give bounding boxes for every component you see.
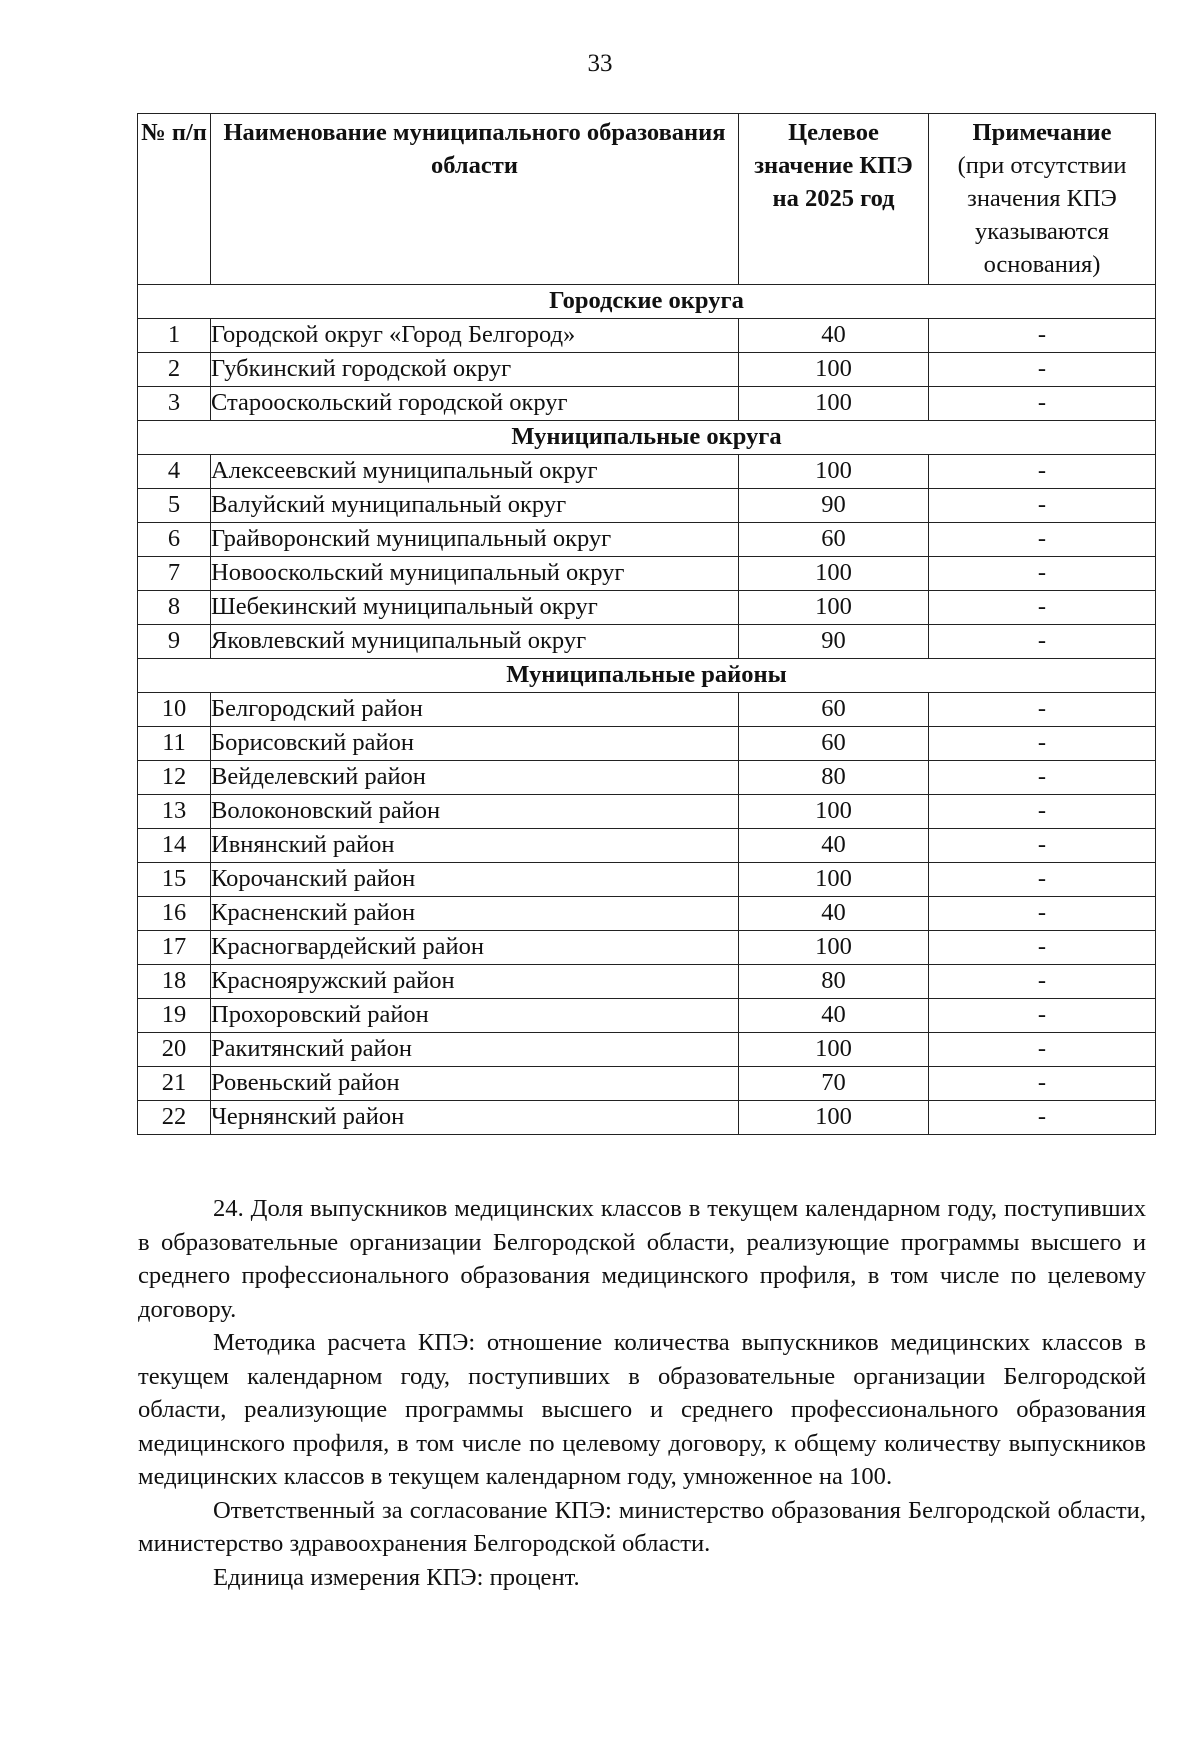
note-cell: -: [929, 863, 1156, 897]
row-number: 6: [138, 523, 211, 557]
note-cell: -: [929, 455, 1156, 489]
row-number: 11: [138, 727, 211, 761]
municipality-name: Ивнянский район: [211, 829, 739, 863]
table-row: [138, 387, 1156, 421]
kpe-target-value: 100: [739, 863, 929, 897]
kpe-target-value: 100: [739, 353, 929, 387]
note-cell: -: [929, 693, 1156, 727]
kpe-target-value: 100: [739, 387, 929, 421]
kpe-target-value: 40: [739, 999, 929, 1033]
municipality-name: Яковлевский муниципальный округ: [211, 625, 739, 659]
table-row: [138, 591, 1156, 625]
table-row: [138, 761, 1156, 795]
row-number: 2: [138, 353, 211, 387]
row-number: 21: [138, 1067, 211, 1101]
section-title: Муниципальные округа: [138, 421, 1156, 455]
municipality-name: Краснояружский район: [211, 965, 739, 999]
paragraph: Ответственный за согласование КПЭ: министерство образования Белгородской области, министерство здравоохранения Белгородской области.: [138, 1496, 1146, 1557]
header-num: № п/п: [138, 114, 211, 285]
note-cell: -: [929, 387, 1156, 421]
kpe-target-value: 60: [739, 523, 929, 557]
note-cell: -: [929, 761, 1156, 795]
paragraph: Единица измерения КПЭ: процент.: [213, 1563, 580, 1591]
table-header-row: [138, 114, 1156, 285]
kpe-target-value: 100: [739, 591, 929, 625]
municipality-name: Волоконовский район: [211, 795, 739, 829]
kpe-target-value: 40: [739, 319, 929, 353]
table-row: [138, 625, 1156, 659]
kpe-target-value: 90: [739, 489, 929, 523]
municipality-name: Валуйский муниципальный округ: [211, 489, 739, 523]
header-name: Наименование муниципального образования области: [211, 114, 739, 285]
kpe-target-value: 80: [739, 761, 929, 795]
table-row: [138, 1101, 1156, 1135]
municipality-name: Шебекинский муниципальный округ: [211, 591, 739, 625]
municipality-name: Чернянский район: [211, 1101, 739, 1135]
note-cell: -: [929, 319, 1156, 353]
row-number: 17: [138, 931, 211, 965]
note-cell: -: [929, 557, 1156, 591]
table-row: [138, 455, 1156, 489]
municipality-name: Ровеньский район: [211, 1067, 739, 1101]
note-cell: -: [929, 1101, 1156, 1135]
row-number: 14: [138, 829, 211, 863]
note-cell: -: [929, 795, 1156, 829]
row-number: 7: [138, 557, 211, 591]
kpe-target-value: 100: [739, 1101, 929, 1135]
municipality-name: Ракитянский район: [211, 1033, 739, 1067]
row-number: 18: [138, 965, 211, 999]
municipality-name: Борисовский район: [211, 727, 739, 761]
page-number: 33: [587, 50, 613, 77]
municipality-name: Алексеевский муниципальный округ: [211, 455, 739, 489]
table-row: [138, 319, 1156, 353]
header-note: [929, 114, 1156, 285]
kpe-table: [137, 113, 1156, 1135]
note-cell: -: [929, 727, 1156, 761]
row-number: 4: [138, 455, 211, 489]
section-title: Городские округа: [138, 285, 1156, 319]
row-number: 13: [138, 795, 211, 829]
note-cell: -: [929, 523, 1156, 557]
kpe-target-value: 80: [739, 965, 929, 999]
note-cell: -: [929, 591, 1156, 625]
table-row: [138, 863, 1156, 897]
note-cell: -: [929, 489, 1156, 523]
table-row: [138, 931, 1156, 965]
note-cell: -: [929, 1067, 1156, 1101]
table-row: [138, 897, 1156, 931]
row-number: 12: [138, 761, 211, 795]
table-row: [138, 829, 1156, 863]
note-cell: -: [929, 931, 1156, 965]
kpe-target-value: 100: [739, 557, 929, 591]
row-number: 1: [138, 319, 211, 353]
table-row: [138, 693, 1156, 727]
row-number: 5: [138, 489, 211, 523]
paragraph: Методика расчета КПЭ: отношение количества выпускников медицинских классов в текущем календарном году, поступивших в образовательные организации Белгородской области, реализующие программы высшего и среднего профессионального образования медицинского профиля, в том числе по целевому договору, к общему количеству выпускников медицинских классов в текущем календарном году, умноженное на 100.: [138, 1329, 1146, 1490]
table-row: [138, 523, 1156, 557]
kpe-target-value: 100: [739, 931, 929, 965]
row-number: 20: [138, 1033, 211, 1067]
body-text: [138, 1192, 1146, 1594]
section-row: [138, 659, 1156, 693]
kpe-target-value: 90: [739, 625, 929, 659]
table-row: [138, 489, 1156, 523]
note-cell: -: [929, 1033, 1156, 1067]
municipality-name: Корочанский район: [211, 863, 739, 897]
municipality-name: Прохоровский район: [211, 999, 739, 1033]
table-row: [138, 353, 1156, 387]
table-row: [138, 999, 1156, 1033]
kpe-target-value: 40: [739, 829, 929, 863]
municipality-name: Красненский район: [211, 897, 739, 931]
municipality-name: Губкинский городской округ: [211, 353, 739, 387]
row-number: 15: [138, 863, 211, 897]
header-value: Целевое значение КПЭ на 2025 год: [739, 114, 929, 285]
table-row: [138, 1033, 1156, 1067]
kpe-target-value: 40: [739, 897, 929, 931]
header-note-title: Примечание: [972, 119, 1112, 146]
table-body: [138, 285, 1156, 1135]
municipality-name: Грайворонский муниципальный округ: [211, 523, 739, 557]
row-number: 9: [138, 625, 211, 659]
note-cell: -: [929, 353, 1156, 387]
municipality-name: Городской округ «Город Белгород»: [211, 319, 739, 353]
kpe-target-value: 100: [739, 455, 929, 489]
municipality-name: Белгородский район: [211, 693, 739, 727]
row-number: 19: [138, 999, 211, 1033]
row-number: 16: [138, 897, 211, 931]
paragraph: 24. Доля выпускников медицинских классов в текущем календарном году, поступивших в образовательные организации Белгородской области, реализующие программы высшего и среднего профессионального образования медицинского профиля, в том числе по целевому договору.: [138, 1195, 1146, 1323]
note-cell: -: [929, 999, 1156, 1033]
row-number: 3: [138, 387, 211, 421]
kpe-target-value: 100: [739, 795, 929, 829]
note-cell: -: [929, 897, 1156, 931]
row-number: 8: [138, 591, 211, 625]
kpe-target-value: 60: [739, 727, 929, 761]
row-number: 22: [138, 1101, 211, 1135]
municipality-name: Красногвардейский район: [211, 931, 739, 965]
kpe-target-value: 60: [739, 693, 929, 727]
table-row: [138, 795, 1156, 829]
kpe-target-value: 100: [739, 1033, 929, 1067]
kpe-target-value: 70: [739, 1067, 929, 1101]
row-number: 10: [138, 693, 211, 727]
header-note-text: (при отсутствии значения КПЭ указываются основания): [957, 152, 1127, 278]
municipality-name: Вейделевский район: [211, 761, 739, 795]
table-row: [138, 557, 1156, 591]
note-cell: -: [929, 829, 1156, 863]
note-cell: -: [929, 625, 1156, 659]
table-row: [138, 727, 1156, 761]
municipality-name: Новооскольский муниципальный округ: [211, 557, 739, 591]
table-row: [138, 1067, 1156, 1101]
table-row: [138, 965, 1156, 999]
municipality-name: Старооскольский городской округ: [211, 387, 739, 421]
note-cell: -: [929, 965, 1156, 999]
section-row: [138, 421, 1156, 455]
section-row: [138, 285, 1156, 319]
section-title: Муниципальные районы: [138, 659, 1156, 693]
